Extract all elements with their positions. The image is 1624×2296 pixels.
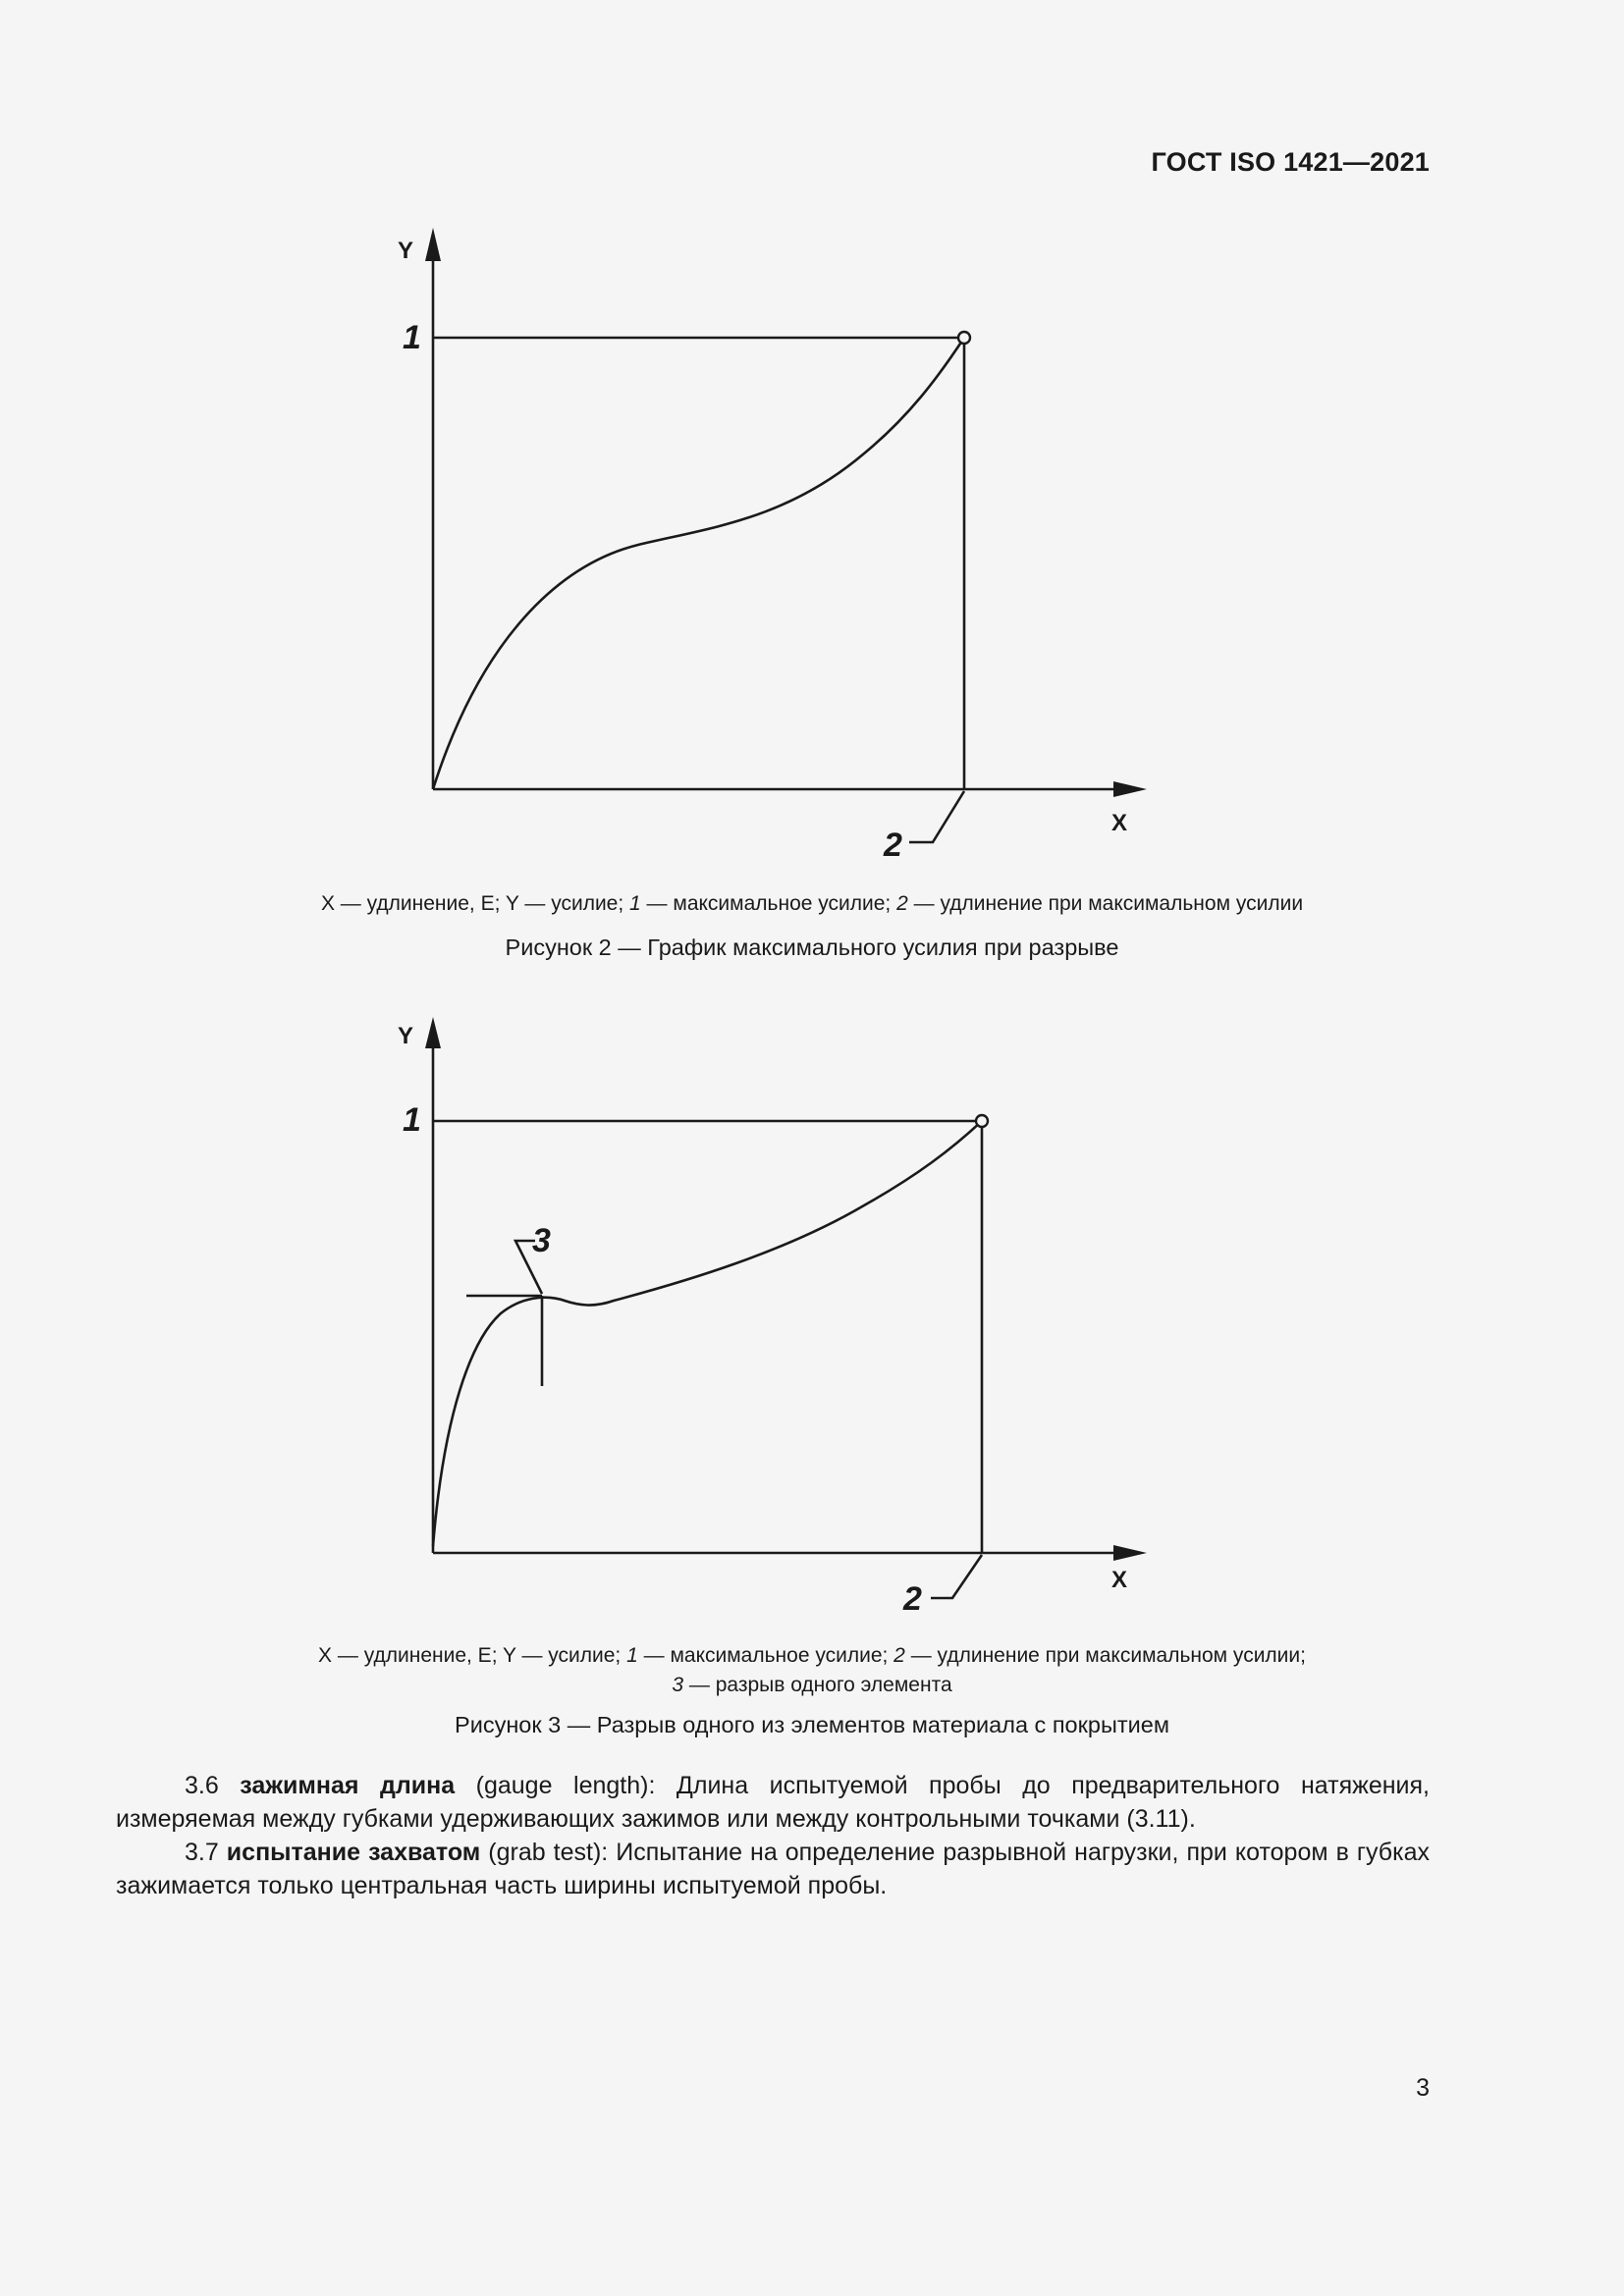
fig2-y-label: Y (398, 238, 414, 264)
fig3-x-label: X (1111, 1567, 1128, 1593)
fig2-x-label: X (1111, 810, 1128, 836)
fig3-marker-1: 1 (403, 1101, 421, 1139)
clause-3-6: 3.6 зажимная длина (gauge length): Длина испытуемой пробы до предварительного натяжения, измеряемая между губками удерживающих зажимов или между контрольными точками (3.11). (116, 1772, 1430, 1833)
fig3-end-point (976, 1115, 988, 1127)
fig3-y-arrow (425, 1017, 441, 1048)
figure-2-legend: X — удлинение, E; Y — усилие; 1 — максимальное усилие; 2 — удлинение при максимальном усилии (320, 892, 1304, 915)
fig2-marker-2: 2 (884, 827, 902, 864)
term-gauge-length: зажимная длина (240, 1772, 456, 1799)
figure-2-caption: Рисунок 2 — График максимального усилия при разрыве (505, 934, 1119, 960)
fig3-marker-3: 3 (532, 1222, 551, 1259)
figure-3-caption: Рисунок 3 — Разрыв одного из элементов материала с покрытием (455, 1712, 1169, 1737)
fig3-marker-2: 2 (903, 1580, 922, 1618)
fig3-x-arrow (1113, 1545, 1147, 1561)
clause-3-7: 3.7 испытание захватом (grab test): Испытание на определение разрывной нагрузки, при котором в губках зажимается только центральная часть ширины испытуемой пробы. (116, 1839, 1430, 1899)
body-text (116, 1769, 1430, 1902)
page-number: 3 (1416, 2074, 1430, 2102)
fig3-curve (433, 1121, 982, 1546)
fig3-y-label: Y (398, 1023, 414, 1049)
document-header: ГОСТ ISO 1421—2021 (1151, 147, 1430, 177)
fig3-leader-2 (931, 1555, 982, 1598)
term-grab-test: испытание захватом (226, 1839, 481, 1866)
figure-3-legend: X — удлинение, E; Y — усилие; 1 — максимальное усилие; 2 — удлинение при максимальном усилии; 3 — разрыв одного элемента (318, 1644, 1306, 1696)
fig2-marker-1: 1 (403, 319, 421, 356)
